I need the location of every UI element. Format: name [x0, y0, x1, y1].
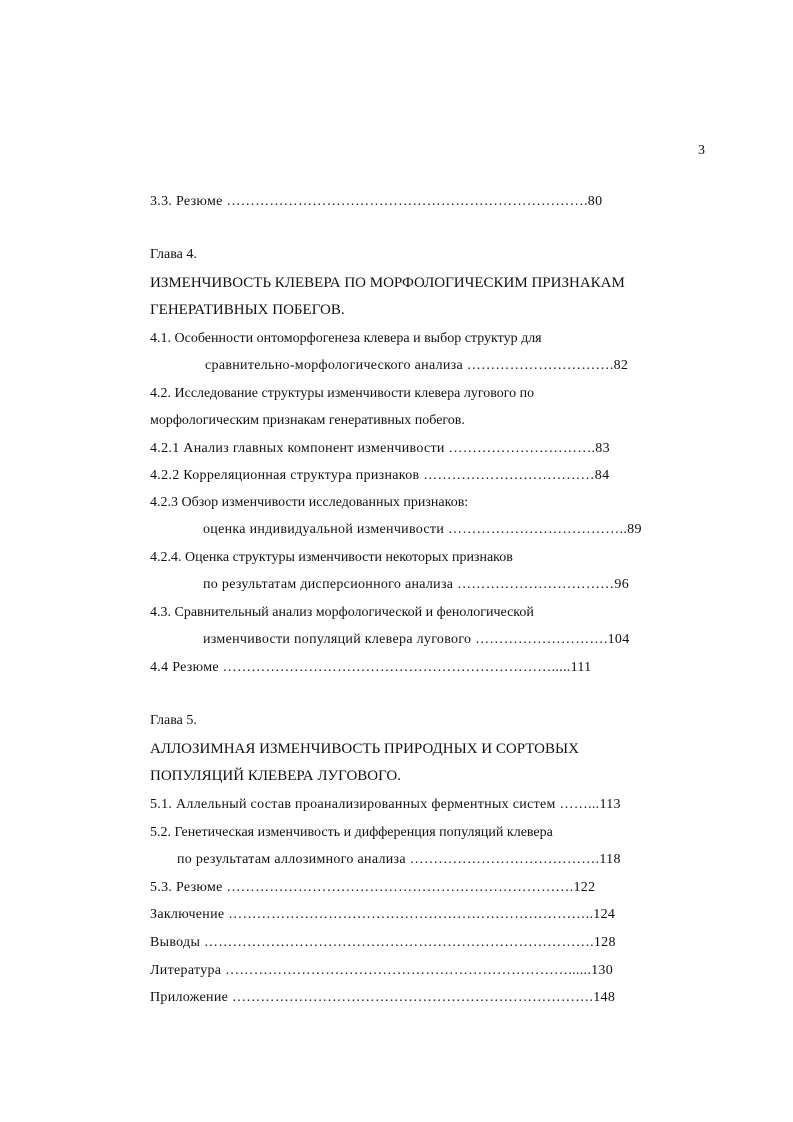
toc-entry-4-1-line-1: 4.1. Особенности онтоморфогенеза клевера и выбор структур для — [150, 331, 542, 346]
toc-entry-4-2-line-2: морфологическим признакам генеративных побегов. — [150, 413, 465, 428]
toc-entry-4-2-4-line-2: по результатам дисперсионного анализа ……………………………96 — [203, 577, 630, 592]
toc-entry-4-2-1: 4.2.1 Анализ главных компонент изменчивости ………………………….83 — [150, 441, 610, 456]
toc-entry-4-2-line-1: 4.2. Исследование структуры изменчивости клевера лугового по — [150, 386, 535, 401]
toc-entry-4-2-3-line-1: 4.2.3 Обзор изменчивости исследованных признаков: — [150, 495, 469, 510]
chapter-5-title-line-1: АЛЛОЗИМНАЯ ИЗМЕНЧИВОСТЬ ПРИРОДНЫХ И СОРТОВЫХ — [150, 741, 579, 757]
toc-entry-5-3: 5.3. Резюме ……………………………………………………………….122 — [150, 880, 596, 895]
toc-entry-conclusion: Заключение …………………………………………………………………..124 — [150, 907, 616, 922]
toc-entry-4-2-2: 4.2.2 Корреляционная структура признаков ………………………………84 — [150, 468, 610, 483]
chapter-5-label: Глава 5. — [150, 713, 197, 728]
chapter-4-title-line-1: ИЗМЕНЧИВОСТЬ КЛЕВЕРА ПО МОРФОЛОГИЧЕСКИМ ПРИЗНАКАМ — [150, 275, 625, 291]
toc-entry-5-2-line-2: по результатам аллозимного анализа ………………………………….118 — [177, 852, 621, 867]
chapter-4-title-line-2: ГЕНЕРАТИВНЫХ ПОБЕГОВ. — [150, 302, 345, 318]
toc-entry-4-2-3-line-2: оценка индивидуальной изменчивости ………………………………..89 — [203, 522, 642, 537]
toc-entry-3-3: 3.3. Резюме ………………………………………………………………….80 — [150, 194, 603, 209]
toc-entry-4-3-line-2: изменчивости популяций клевера лугового ……………………….104 — [203, 632, 630, 647]
chapter-5-title-line-2: ПОПУЛЯЦИЙ КЛЕВЕРА ЛУГОВОГО. — [150, 768, 402, 784]
chapter-4-label: Глава 4. — [150, 247, 197, 262]
toc-entry-4-3-line-1: 4.3. Сравнительный анализ морфологической и фенологической — [150, 605, 534, 620]
page-number: 3 — [698, 143, 705, 158]
toc-entry-literature: Литература ………………………………………………………………......130 — [150, 963, 614, 978]
toc-entry-findings: Выводы ……………………………………………………………………….128 — [150, 935, 616, 950]
toc-entry-4-2-4-line-1: 4.2.4. Оценка структуры изменчивости некоторых признаков — [150, 550, 513, 565]
toc-entry-4-4: 4.4 Резюме …………………………………………………………….....111 — [150, 660, 592, 675]
toc-entry-5-2-line-1: 5.2. Генетическая изменчивость и дифференция популяций клевера — [150, 825, 553, 840]
toc-entry-appendix: Приложение ………………………………………………………………….148 — [150, 990, 616, 1005]
toc-entry-4-1-line-2: сравнительно-морфологического анализа ………………………….82 — [205, 358, 629, 373]
toc-entry-5-1: 5.1. Аллельный состав проанализированных ферментных систем ……...113 — [150, 797, 621, 812]
